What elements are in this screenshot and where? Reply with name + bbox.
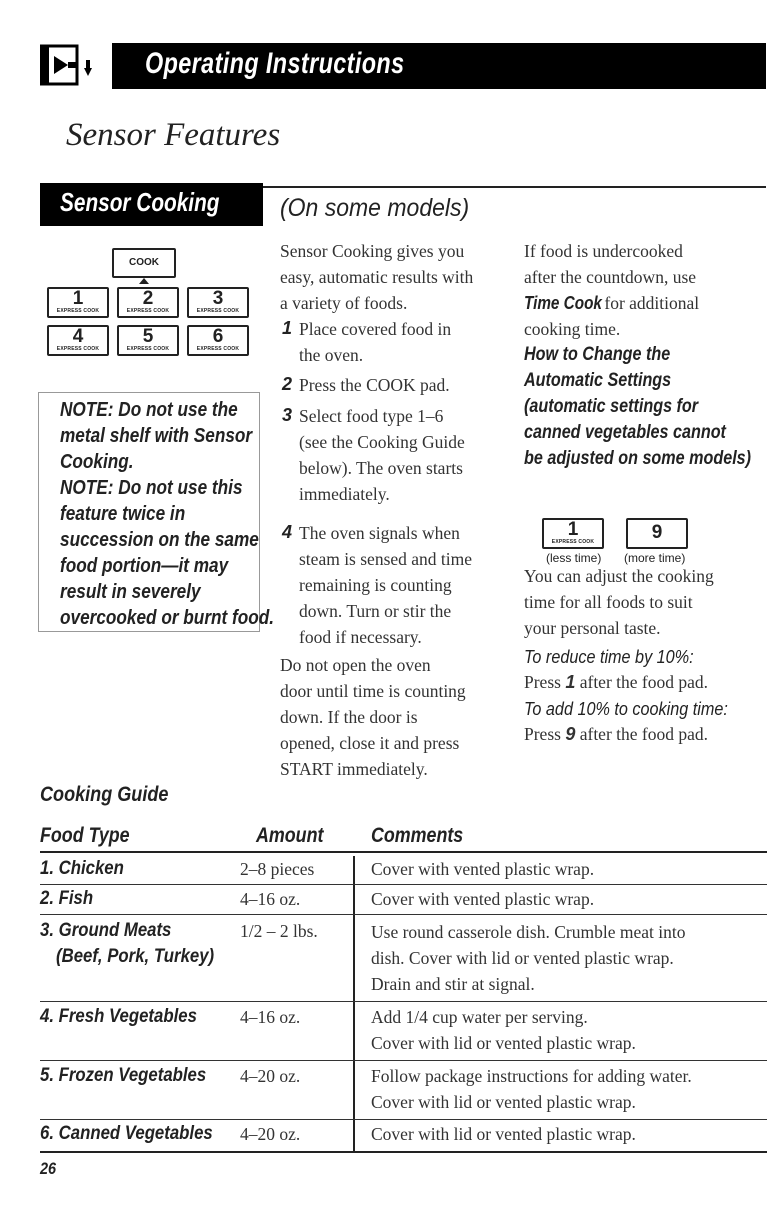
undercooked-line: after the countdown, use (524, 267, 697, 287)
intro-line: easy, automatic results with (280, 267, 474, 287)
comments-cell: Cover with lid or vented plastic wrap. (371, 1033, 636, 1053)
food-type-cell: 1. Chicken (40, 857, 124, 879)
step-number: 1 (282, 318, 293, 338)
comments-cell: Drain and stir at signal. (371, 974, 535, 994)
food-type-cell: 4. Fresh Vegetables (40, 1005, 197, 1027)
adjust-line: You can adjust the cooking (524, 566, 714, 586)
heading-rule (263, 186, 766, 188)
step-number: 4 (282, 522, 293, 542)
change-settings-heading: Automatic Settings (524, 370, 672, 391)
sensor-cooking-heading: Sensor Cooking (60, 187, 220, 217)
express-cook-key-1: 1 EXPRESS COOK (47, 287, 109, 318)
column-divider (353, 856, 355, 1152)
food-type-cell: 5. Frozen Vegetables (40, 1064, 207, 1086)
adjust-line: your personal taste. (524, 618, 661, 638)
step-text: steam is sensed and time (299, 549, 473, 569)
amount-cell: 2–8 pieces (240, 859, 315, 879)
amount-cell: 1/2 – 2 lbs. (240, 921, 318, 941)
row-divider (40, 1060, 767, 1061)
step-text: Place covered food in (299, 319, 452, 339)
time-cook-label: Time Cook (524, 293, 602, 313)
food-type-cell: 3. Ground Meats (40, 919, 172, 941)
note-line: food portion—it may (60, 555, 229, 577)
step-text: down. Turn or stir the (299, 601, 452, 621)
less-time-caption: (less time) (546, 551, 602, 565)
banner-title: Operating Instructions (145, 47, 405, 80)
express-cook-key-5: 5 EXPRESS COOK (117, 325, 179, 356)
door-note-line: Do not open the oven (280, 655, 431, 675)
row-divider (40, 1001, 767, 1002)
note-line: Cooking. (60, 451, 134, 473)
note-line: succession on the same (60, 529, 259, 551)
intro-line: Sensor Cooking gives you (280, 241, 465, 261)
door-note-line: door until time is counting (280, 681, 466, 701)
cook-key: COOK (112, 248, 176, 278)
comments-cell: Cover with lid or vented plastic wrap. (371, 1124, 636, 1144)
comments-cell: dish. Cover with lid or vented plastic wrap. (371, 948, 674, 968)
pointer-arrow-icon (139, 278, 149, 284)
change-settings-heading: (automatic settings for (524, 396, 699, 417)
less-time-key: 1 EXPRESS COOK (542, 518, 604, 549)
note-line: metal shelf with Sensor (60, 425, 253, 447)
reduce-time-line: Press 1 after the food pad. (524, 672, 708, 692)
book-arrow-icon (40, 42, 95, 88)
column-header-food-type: Food Type (40, 824, 130, 847)
step-text: Press the COOK pad. (299, 375, 450, 395)
step-text: the oven. (299, 345, 364, 365)
note-line: overcooked or burnt food. (60, 607, 275, 629)
comments-cell: Follow package instructions for adding water. (371, 1066, 692, 1086)
note-line: feature twice in (60, 503, 186, 525)
row-divider (40, 1119, 767, 1120)
amount-cell: 4–20 oz. (240, 1124, 301, 1144)
step-number: 3 (282, 405, 293, 425)
step-text: food if necessary. (299, 627, 422, 647)
comments-cell: Cover with vented plastic wrap. (371, 859, 595, 879)
comments-cell: Add 1/4 cup water per serving. (371, 1007, 588, 1027)
food-type-cell: 2. Fish (40, 887, 94, 909)
note-line: NOTE: Do not use this (60, 477, 243, 499)
door-note-line: opened, close it and press (280, 733, 460, 753)
intro-line: a variety of foods. (280, 293, 408, 313)
change-settings-heading: canned vegetables cannot (524, 422, 726, 443)
door-note-line: START immediately. (280, 759, 428, 779)
row-divider (40, 914, 767, 915)
door-note-line: down. If the door is (280, 707, 418, 727)
page-number: 26 (40, 1159, 57, 1178)
row-divider (40, 884, 767, 885)
on-some-models-subheading: (On some models) (280, 194, 470, 222)
comments-cell: Cover with lid or vented plastic wrap. (371, 1092, 636, 1112)
food-type-cell-sub: (Beef, Pork, Turkey) (56, 945, 215, 967)
amount-cell: 4–16 oz. (240, 889, 301, 909)
express-cook-key-6: 6 EXPRESS COOK (187, 325, 249, 356)
more-time-key: 9 (626, 518, 688, 549)
step-text: below). The oven starts (299, 458, 463, 478)
table-bottom-rule (40, 1151, 767, 1153)
step-text: The oven signals when (299, 523, 460, 543)
comments-cell: Cover with vented plastic wrap. (371, 889, 595, 909)
section-title: Sensor Features (66, 117, 281, 153)
cooking-guide-title: Cooking Guide (40, 783, 169, 806)
step-text: immediately. (299, 484, 390, 504)
column-header-amount: Amount (256, 824, 324, 847)
step-text: (see the Cooking Guide (299, 432, 465, 452)
comments-cell: Use round casserole dish. Crumble meat into (371, 922, 686, 942)
step-text: remaining is counting (299, 575, 452, 595)
step-number: 2 (282, 374, 293, 394)
change-settings-heading: How to Change the (524, 344, 671, 365)
reduce-time-heading: To reduce time by 10%: (524, 647, 694, 667)
more-time-caption: (more time) (624, 551, 686, 565)
step-text: Select food type 1–6 (299, 406, 444, 426)
undercooked-line: If food is undercooked (524, 241, 683, 261)
amount-cell: 4–16 oz. (240, 1007, 301, 1027)
express-cook-key-2: 2 EXPRESS COOK (117, 287, 179, 318)
add-time-line: Press 9 after the food pad. (524, 724, 708, 744)
column-header-comments: Comments (371, 824, 464, 847)
note-line: result in severely (60, 581, 201, 603)
add-time-heading: To add 10% to cooking time: (524, 699, 728, 719)
table-header-rule (40, 851, 767, 853)
express-cook-key-4: 4 EXPRESS COOK (47, 325, 109, 356)
adjust-line: time for all foods to suit (524, 592, 693, 612)
undercooked-line: Time Cook for additional (524, 290, 699, 317)
food-type-cell: 6. Canned Vegetables (40, 1122, 213, 1144)
amount-cell: 4–20 oz. (240, 1066, 301, 1086)
undercooked-line: cooking time. (524, 319, 621, 339)
note-line: NOTE: Do not use the (60, 399, 238, 421)
express-cook-key-3: 3 EXPRESS COOK (187, 287, 249, 318)
change-settings-heading: be adjusted on some models) (524, 448, 752, 469)
